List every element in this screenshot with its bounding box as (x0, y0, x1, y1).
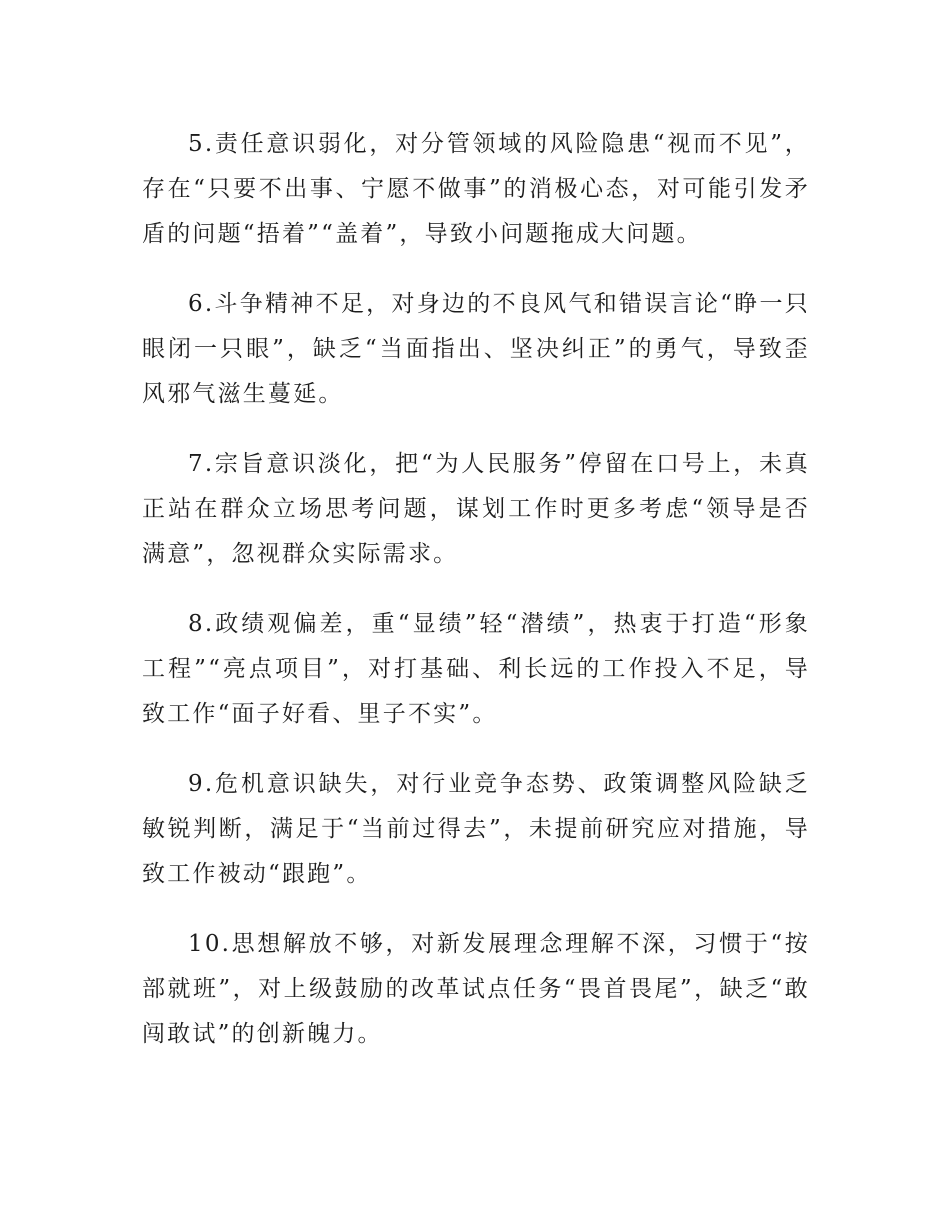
document-body (142, 122, 810, 1082)
paragraph-item-8: 8.政绩观偏差，重“显绩”轻“潜绩”，热衷于打造“形象工程”“亮点项目”，对打基础、利长远的工作投入不足，导致工作“面子好看、里子不实”。 (142, 611, 810, 727)
paragraph-item-9: 9.危机意识缺失，对行业竞争态势、政策调整风险缺乏敏锐判断，满足于“当前过得去”，未提前研究应对措施，导致工作被动“跟跑”。 (142, 771, 810, 887)
paragraph-item-5: 5.责任意识弱化，对分管领域的风险隐患“视而不见”，存在“只要不出事、宁愿不做事”的消极心态，对可能引发矛盾的问题“捂着”“盖着”，导致小问题拖成大问题。 (142, 131, 810, 247)
paragraph-item-7: 7.宗旨意识淡化，把“为人民服务”停留在口号上，未真正站在群众立场思考问题，谋划工作时更多考虑“领导是否满意”，忽视群众实际需求。 (142, 451, 810, 567)
paragraph-item-6: 6.斗争精神不足，对身边的不良风气和错误言论“睁一只眼闭一只眼”，缺乏“当面指出、坚决纠正”的勇气，导致歪风邪气滋生蔓延。 (142, 291, 810, 407)
paragraph-item-10: 10.思想解放不够，对新发展理念理解不深，习惯于“按部就班”，对上级鼓励的改革试点任务“畏首畏尾”，缺乏“敢闯敢试”的创新魄力。 (142, 931, 810, 1047)
